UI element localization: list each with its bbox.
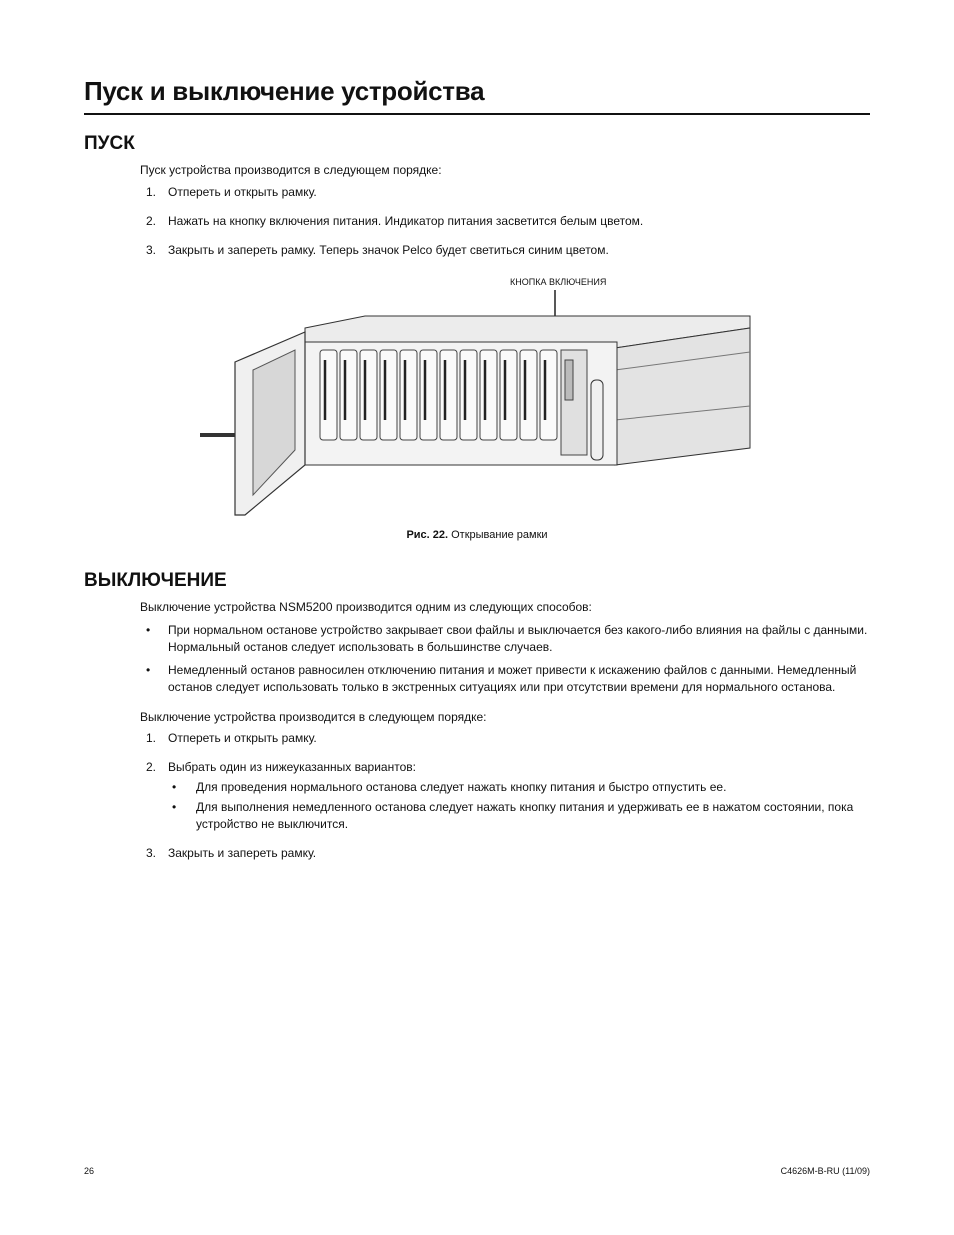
step-number: 1. — [146, 185, 157, 199]
step-number: 3. — [146, 846, 157, 860]
page-title: Пуск и выключение устройства — [84, 76, 485, 106]
document-code: C4626M-B-RU (11/09) — [780, 1166, 870, 1176]
step-text: Нажать на кнопку включения питания. Индикатор питания засветится белым цветом. — [168, 214, 644, 228]
bullet-glyph: • — [146, 663, 151, 677]
step-text: Отпереть и открыть рамку. — [168, 185, 317, 199]
shutdown-intro: Выключение устройства NSM5200 производится одним из следующих способов: — [140, 600, 592, 614]
start-heading: ПУСК — [84, 133, 135, 154]
step-number: 2. — [146, 760, 157, 774]
figure-callout: КНОПКА ВКЛЮЧЕНИЯ — [510, 277, 607, 287]
start-intro: Пуск устройства производится в следующем порядке: — [140, 163, 442, 177]
bullet-text: Для выполнения немедленного останова следует нажать кнопку питания и удерживать ее в нажатом состоянии, пока устройство не выключится. — [196, 800, 854, 831]
step-text: Закрыть и запереть рамку. Теперь значок Pelco будет светиться синим цветом. — [168, 243, 609, 257]
step-text: Отпереть и открыть рамку. — [168, 731, 317, 745]
bullet-glyph: • — [146, 623, 151, 637]
step-number: 1. — [146, 731, 157, 745]
caption-number: Рис. 22. — [406, 529, 449, 541]
bullet-text: Немедленный останов равносилен отключению питания и может привести к искажению файлов с данными. Немедленный останов следует использовать только в экстренных ситуациях или при отсутствии времени для нормального останова. — [168, 663, 857, 694]
shutdown-heading: ВЫКЛЮЧЕНИЕ — [84, 570, 227, 591]
bullet-glyph: • — [172, 800, 177, 814]
title-rule — [84, 113, 870, 115]
step-text: Закрыть и запереть рамку. — [168, 846, 317, 860]
step-text: Выбрать один из нижеуказанных вариантов: — [168, 760, 416, 774]
bullet-text: При нормальном останове устройство закрывает свои файлы и выключается без какого-либо влияния на файлы с данными. Нормальный останов следует использовать в большинстве случаев. — [168, 623, 868, 654]
figure-caption — [0, 529, 954, 541]
server-illustration — [195, 270, 755, 530]
caption-text: Открывание рамки — [451, 529, 548, 541]
bullet-text: Для проведения нормального останова следует нажать кнопку питания и быстро отпустить ее. — [196, 780, 727, 794]
step-number: 3. — [146, 243, 157, 257]
page-number: 26 — [84, 1166, 95, 1176]
step-number: 2. — [146, 214, 157, 228]
shutdown-intro-2: Выключение устройства производится в следующем порядке: — [140, 710, 487, 724]
bullet-glyph: • — [172, 780, 177, 794]
